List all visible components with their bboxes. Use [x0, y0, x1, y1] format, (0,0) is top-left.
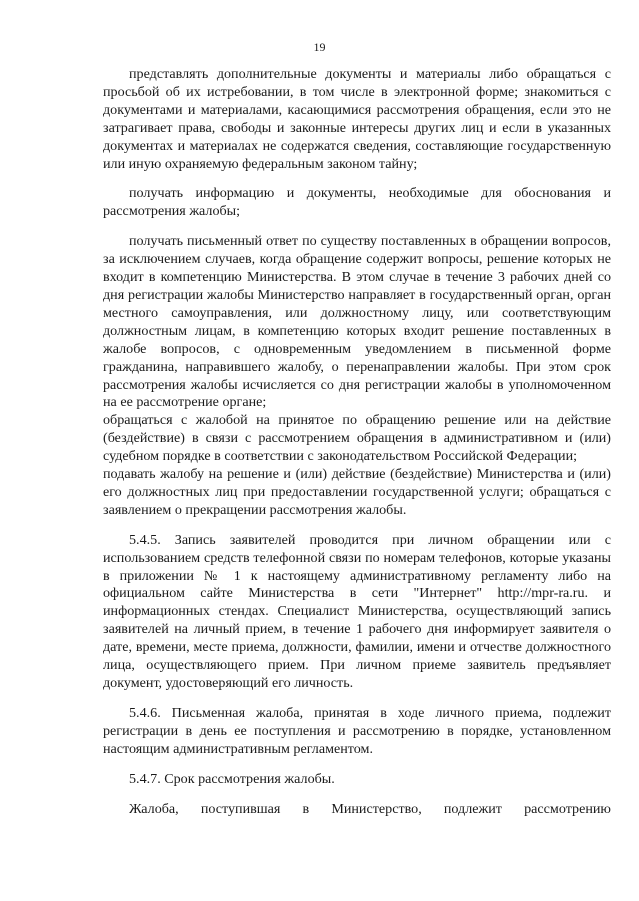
paragraph: получать письменный ответ по существу поставленных в обращении вопросов, за исключением случаев, когда обращение содержит вопросы, решение которых не входит в компетенцию Министерства. В этом случае в течение 3 рабочих дней со дня регистрации жалобы Министерство направляет в государственный орган, орган местного самоуправления, или должностному лицу, или соответствующим должностным лицам, в компетенцию которых входит решение поставленных в жалобе вопросов, с одновременным уведомлением в письменной форме гражданина, направившего жалобу, о перенаправлении жалобы. При этом срок рассмотрения жалобы исчисляется со дня регистрации жалобы в уполномоченном на ее рассмотрение органе;	[103, 233, 611, 411]
paragraph: представлять дополнительные документы и материалы либо обращаться с просьбой об их истребовании, в том числе в электронной форме; знакомиться с документами и материалами, касающимися рассмотрения обращения, если это не затрагивает права, свободы и законные интересы других лиц и если в указанных документах и материалах не содержатся сведения, составляющие государственную или иную охраняемую федеральным законом тайну;	[103, 66, 611, 172]
word: Министерство,	[331, 800, 422, 817]
final-line	[103, 801, 611, 819]
page-number: 19	[313, 40, 326, 54]
paragraph: получать информацию и документы, необходимые для обоснования и рассмотрения жалобы;	[103, 185, 611, 220]
paragraph: обращаться с жалобой на принятое по обращению решение или на действие (бездействие) в связи с рассмотрением обращения в административном и (или) судебном порядке в соответствии с законодательством Российской Федерации;	[103, 412, 611, 465]
paragraph: 5.4.6. Письменная жалоба, принятая в ходе личного приема, подлежит регистрации в день ее поступления и рассмотрению в порядке, установленном настоящим административным регламентом.	[103, 704, 611, 757]
word: в	[302, 800, 310, 817]
paragraph-group	[103, 233, 611, 520]
word: подлежит	[443, 800, 502, 817]
word: поступившая	[200, 800, 281, 817]
word: Жалоба,	[129, 800, 179, 817]
document-body	[103, 66, 611, 818]
word: рассмотрению	[524, 800, 611, 817]
paragraph: 5.4.5. Запись заявителей проводится при личном обращении или с использованием средств телефонной связи по номерам телефонов, которые указаны в приложении № 1 к настоящему административному регламенту либо на официальном сайте Министерства в сети "Интернет" http://mpr-ra.ru. и информационных стендах. Специалист Министерства, осуществляющий запись заявителей на личный прием, в течение 1 рабочего дня информирует заявителя о дате, времени, месте приема, должности, фамилии, имени и отчестве должностного лица, осуществляющего прием. При личном приеме заявитель предъявляет документ, удостоверяющий его личность.	[103, 531, 611, 691]
paragraph: подавать жалобу на решение и (или) действие (бездействие) Министерства и (или) его должностных лиц при предоставлении государственной услуги; обращаться с заявлением о прекращении рассмотрения жалобы.	[103, 466, 611, 518]
paragraph: 5.4.7. Срок рассмотрения жалобы.	[129, 770, 335, 787]
